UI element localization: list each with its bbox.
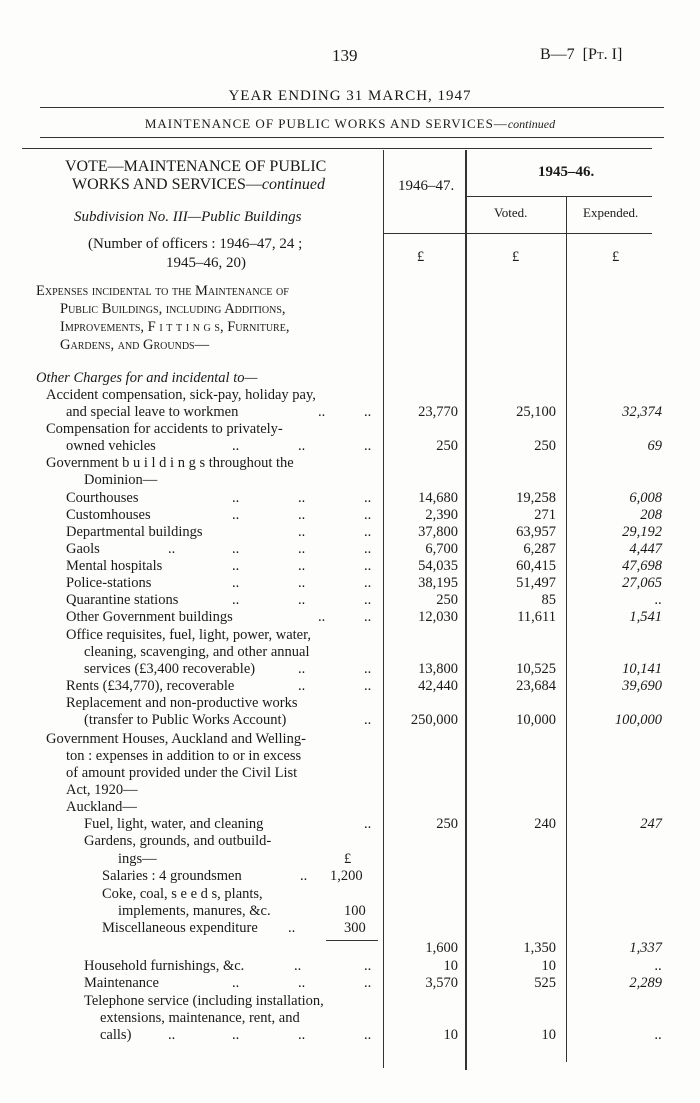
item-government-buildings-line1: Government b u i l d i n g s throughout the	[46, 455, 294, 471]
expenses-heading-line3: Improvements, F i t t i n g s, Furniture,	[60, 319, 290, 335]
leader-dots: ..	[298, 558, 306, 574]
value-voted-gaols: 6,287	[523, 541, 556, 557]
item-police-stations: Police-stations	[66, 575, 152, 591]
item-customhouses: Customhouses	[66, 507, 151, 523]
part-label: [Pt. I]	[582, 46, 623, 63]
value-expended-accident: 32,374	[622, 404, 662, 420]
value-voted-departmental: 63,957	[516, 524, 556, 540]
item-compensation-line2: owned vehicles	[66, 438, 156, 454]
officers-line1: (Number of officers : 1946–47, 24 ;	[88, 236, 303, 252]
value-voted-quarantine: 85	[541, 592, 556, 608]
item-government-houses-line1: Government Houses, Auckland and Welling-	[46, 731, 306, 747]
leader-dots: ..	[232, 438, 240, 454]
value-voted-gardens: 1,350	[523, 940, 556, 956]
value-1946-fuel-light: 250	[436, 816, 458, 832]
sub-currency: £	[344, 851, 352, 867]
table-top-rule	[22, 148, 652, 149]
leader-dots: ..	[364, 575, 372, 591]
leader-dots: ..	[298, 507, 306, 523]
document-reference	[540, 46, 622, 64]
expenses-heading-line4: Gardens, and Grounds—	[60, 337, 210, 353]
leader-dots: ..	[232, 975, 240, 991]
value-voted-replacement: 10,000	[516, 712, 556, 728]
item-government-houses-line3: of amount provided under the Civil List	[66, 765, 298, 781]
vote-title-main: WORKS AND SERVICES—	[72, 176, 262, 193]
value-1946-maintenance: 3,570	[425, 975, 458, 991]
column-header-1945: 1945–46.	[538, 164, 595, 180]
currency-voted: £	[512, 249, 520, 265]
expenses-heading-line1: Expenses incidental to the Maintenance of	[36, 283, 289, 299]
value-1946-household: 10	[443, 958, 458, 974]
leader-dots: ..	[364, 1027, 372, 1043]
value-expended-rents: 39,690	[622, 678, 662, 694]
value-expended-mental-hospitals: 47,698	[622, 558, 662, 574]
reference-code: B—7	[540, 46, 575, 63]
leader-dots: ..	[364, 975, 372, 991]
value-voted-compensation: 250	[534, 438, 556, 454]
value-1946-compensation: 250	[436, 438, 458, 454]
year-heading: YEAR ENDING 31 MARCH, 1947	[228, 88, 472, 104]
item-rents: Rents (£34,770), recoverable	[66, 678, 235, 694]
value-voted-rents: 23,684	[516, 678, 556, 694]
value-1946-accident: 23,770	[418, 404, 458, 420]
item-coke-coal-line1: Coke, coal, s e e d s, plants,	[102, 886, 263, 902]
value-voted-mental-hospitals: 60,415	[516, 558, 556, 574]
currency-1946: £	[417, 249, 425, 265]
leader-dots: ..	[298, 1027, 306, 1043]
item-quarantine-stations: Quarantine stations	[66, 592, 179, 608]
leader-dots: ..	[364, 678, 372, 694]
leader-dots: ..	[168, 541, 176, 557]
value-1946-courthouses: 14,680	[418, 490, 458, 506]
value-expended-gardens: 1,337	[629, 940, 662, 956]
item-household-furnishings: Household furnishings, &c.	[84, 958, 245, 974]
expenses-heading-line2: Public Buildings, including Additions,	[60, 301, 286, 317]
leader-dots: ..	[298, 541, 306, 557]
subtotal-rule	[326, 940, 378, 941]
value-1946-rents: 42,440	[418, 678, 458, 694]
leader-dots: ..	[232, 490, 240, 506]
item-departmental-buildings: Departmental buildings	[66, 524, 203, 540]
item-telephone-line3: calls)	[100, 1027, 132, 1043]
item-salaries: Salaries : 4 groundsmen	[102, 868, 242, 884]
leader-dots: ..	[364, 958, 372, 974]
item-office-requisites-line2: cleaning, scavenging, and other annual	[84, 644, 310, 660]
sub-amount-misc: 300	[344, 920, 366, 936]
leader-dots: ..	[294, 958, 302, 974]
leader-dots: ..	[364, 661, 372, 677]
leader-dots: ..	[298, 661, 306, 677]
value-voted-maintenance: 525	[534, 975, 556, 991]
value-1946-other-buildings: 12,030	[418, 609, 458, 625]
leader-dots: ..	[364, 558, 372, 574]
other-charges-heading: Other Charges for and incidental to—	[36, 370, 258, 386]
value-expended-telephone: ..	[654, 1027, 662, 1043]
leader-dots: ..	[168, 1027, 176, 1043]
leader-dots: ..	[288, 920, 296, 936]
value-expended-customhouses: 208	[640, 507, 662, 523]
item-auckland: Auckland—	[66, 799, 137, 815]
item-government-houses-line2: ton : expenses in addition to or in excess	[66, 748, 302, 764]
vote-title-line1: VOTE—MAINTENANCE OF PUBLIC	[65, 158, 327, 175]
value-expended-gaols: 4,447	[629, 541, 662, 557]
subheader-rule	[466, 196, 652, 197]
value-expended-police-stations: 27,065	[622, 575, 662, 591]
leader-dots: ..	[364, 490, 372, 506]
leader-dots: ..	[364, 541, 372, 557]
item-compensation-line1: Compensation for accidents to privately-	[46, 421, 283, 437]
leader-dots: ..	[232, 575, 240, 591]
item-telephone-line1: Telephone service (including installation,	[84, 993, 324, 1009]
value-voted-accident: 25,100	[516, 404, 556, 420]
item-gardens-line2: ings—	[118, 851, 157, 867]
leader-dots: ..	[298, 678, 306, 694]
column-header-voted: Voted.	[494, 205, 528, 220]
value-voted-customhouses: 271	[534, 507, 556, 523]
item-misc-expenditure: Miscellaneous expenditure	[102, 920, 258, 936]
value-1946-police-stations: 38,195	[418, 575, 458, 591]
vote-title-continued: continued	[261, 176, 325, 193]
leader-dots: ..	[364, 609, 372, 625]
value-voted-telephone: 10	[541, 1027, 556, 1043]
value-expended-courthouses: 6,008	[629, 490, 662, 506]
leader-dots: ..	[232, 592, 240, 608]
item-government-buildings-line2: Dominion—	[84, 472, 158, 488]
value-voted-household: 10	[541, 958, 556, 974]
leader-dots: ..	[364, 524, 372, 540]
leader-dots: ..	[232, 507, 240, 523]
column-header-1946: 1946–47.	[398, 178, 455, 194]
value-expended-office-requisites: 10,141	[622, 661, 662, 677]
leader-dots: ..	[232, 1027, 240, 1043]
item-fuel-light: Fuel, light, water, and cleaning	[84, 816, 264, 832]
item-telephone-line2: extensions, maintenance, rent, and	[100, 1010, 300, 1026]
item-coke-coal-line2: implements, manures, &c.	[118, 903, 271, 919]
leader-dots: ..	[364, 404, 372, 420]
subheading-continued: continued	[507, 117, 556, 131]
leader-dots: ..	[298, 575, 306, 591]
value-voted-office-requisites: 10,525	[516, 661, 556, 677]
header-rule-bottom	[40, 137, 664, 138]
item-accident-line2: and special leave to workmen	[66, 404, 239, 420]
column-header-expended: Expended.	[583, 205, 639, 220]
value-1946-replacement: 250,000	[410, 712, 458, 728]
column-header-rule	[384, 233, 652, 234]
value-1946-gardens: 1,600	[425, 940, 458, 956]
leader-dots: ..	[364, 712, 372, 728]
item-gardens-line1: Gardens, grounds, and outbuild-	[84, 833, 272, 849]
leader-dots: ..	[300, 868, 308, 884]
value-expended-maintenance: 2,289	[629, 975, 662, 991]
currency-expended: £	[612, 249, 620, 265]
item-office-requisites-line1: Office requisites, fuel, light, power, water,	[66, 627, 311, 643]
value-expended-quarantine: ..	[654, 592, 662, 608]
item-replacement-line2: (transfer to Public Works Account)	[84, 712, 287, 728]
leader-dots: ..	[364, 438, 372, 454]
sub-amount-salaries: 1,200	[330, 868, 363, 884]
value-voted-police-stations: 51,497	[516, 575, 556, 591]
leader-dots: ..	[298, 975, 306, 991]
value-1946-customhouses: 2,390	[425, 507, 458, 523]
value-expended-fuel-light: 247	[640, 816, 662, 832]
subheading-main: MAINTENANCE OF PUBLIC WORKS AND SERVICES—	[144, 116, 508, 131]
column-divider-3	[566, 196, 567, 1062]
page-number: 139	[332, 46, 358, 65]
item-replacement-line1: Replacement and non-productive works	[66, 695, 298, 711]
item-courthouses: Courthouses	[66, 490, 139, 506]
column-divider-2	[465, 150, 467, 1070]
leader-dots: ..	[364, 507, 372, 523]
item-accident-line1: Accident compensation, sick-pay, holiday pay,	[46, 387, 316, 403]
item-mental-hospitals: Mental hospitals	[66, 558, 163, 574]
value-expended-compensation: 69	[647, 438, 662, 454]
header-rule-top	[40, 107, 664, 108]
item-gaols: Gaols	[66, 541, 100, 557]
value-voted-fuel-light: 240	[534, 816, 556, 832]
leader-dots: ..	[318, 609, 326, 625]
value-1946-mental-hospitals: 54,035	[418, 558, 458, 574]
vote-title-line2	[72, 176, 325, 194]
leader-dots: ..	[298, 438, 306, 454]
leader-dots: ..	[364, 592, 372, 608]
value-1946-quarantine: 250	[436, 592, 458, 608]
leader-dots: ..	[232, 541, 240, 557]
item-office-requisites-line3: services (£3,400 recoverable)	[84, 661, 256, 677]
leader-dots: ..	[318, 404, 326, 420]
value-1946-telephone: 10	[443, 1027, 458, 1043]
leader-dots: ..	[232, 558, 240, 574]
value-voted-other-buildings: 11,611	[517, 609, 556, 625]
sub-amount-coke: 100	[344, 903, 366, 919]
item-maintenance: Maintenance	[84, 975, 159, 991]
value-expended-departmental: 29,192	[622, 524, 662, 540]
subdivision-title: Subdivision No. III—Public Buildings	[74, 209, 302, 225]
value-expended-other-buildings: 1,541	[629, 609, 662, 625]
value-1946-departmental: 37,800	[418, 524, 458, 540]
column-divider-1	[383, 150, 384, 1068]
item-other-government-buildings: Other Government buildings	[66, 609, 233, 625]
leader-dots: ..	[298, 592, 306, 608]
leader-dots: ..	[364, 816, 372, 832]
leader-dots: ..	[298, 524, 306, 540]
section-subheading	[0, 116, 700, 132]
officers-line2: 1945–46, 20)	[166, 255, 246, 271]
value-expended-replacement: 100,000	[614, 712, 662, 728]
leader-dots: ..	[298, 490, 306, 506]
item-government-houses-line4: Act, 1920—	[66, 782, 138, 798]
value-expended-household: ..	[654, 958, 662, 974]
value-1946-gaols: 6,700	[425, 541, 458, 557]
value-voted-courthouses: 19,258	[516, 490, 556, 506]
value-1946-office-requisites: 13,800	[418, 661, 458, 677]
